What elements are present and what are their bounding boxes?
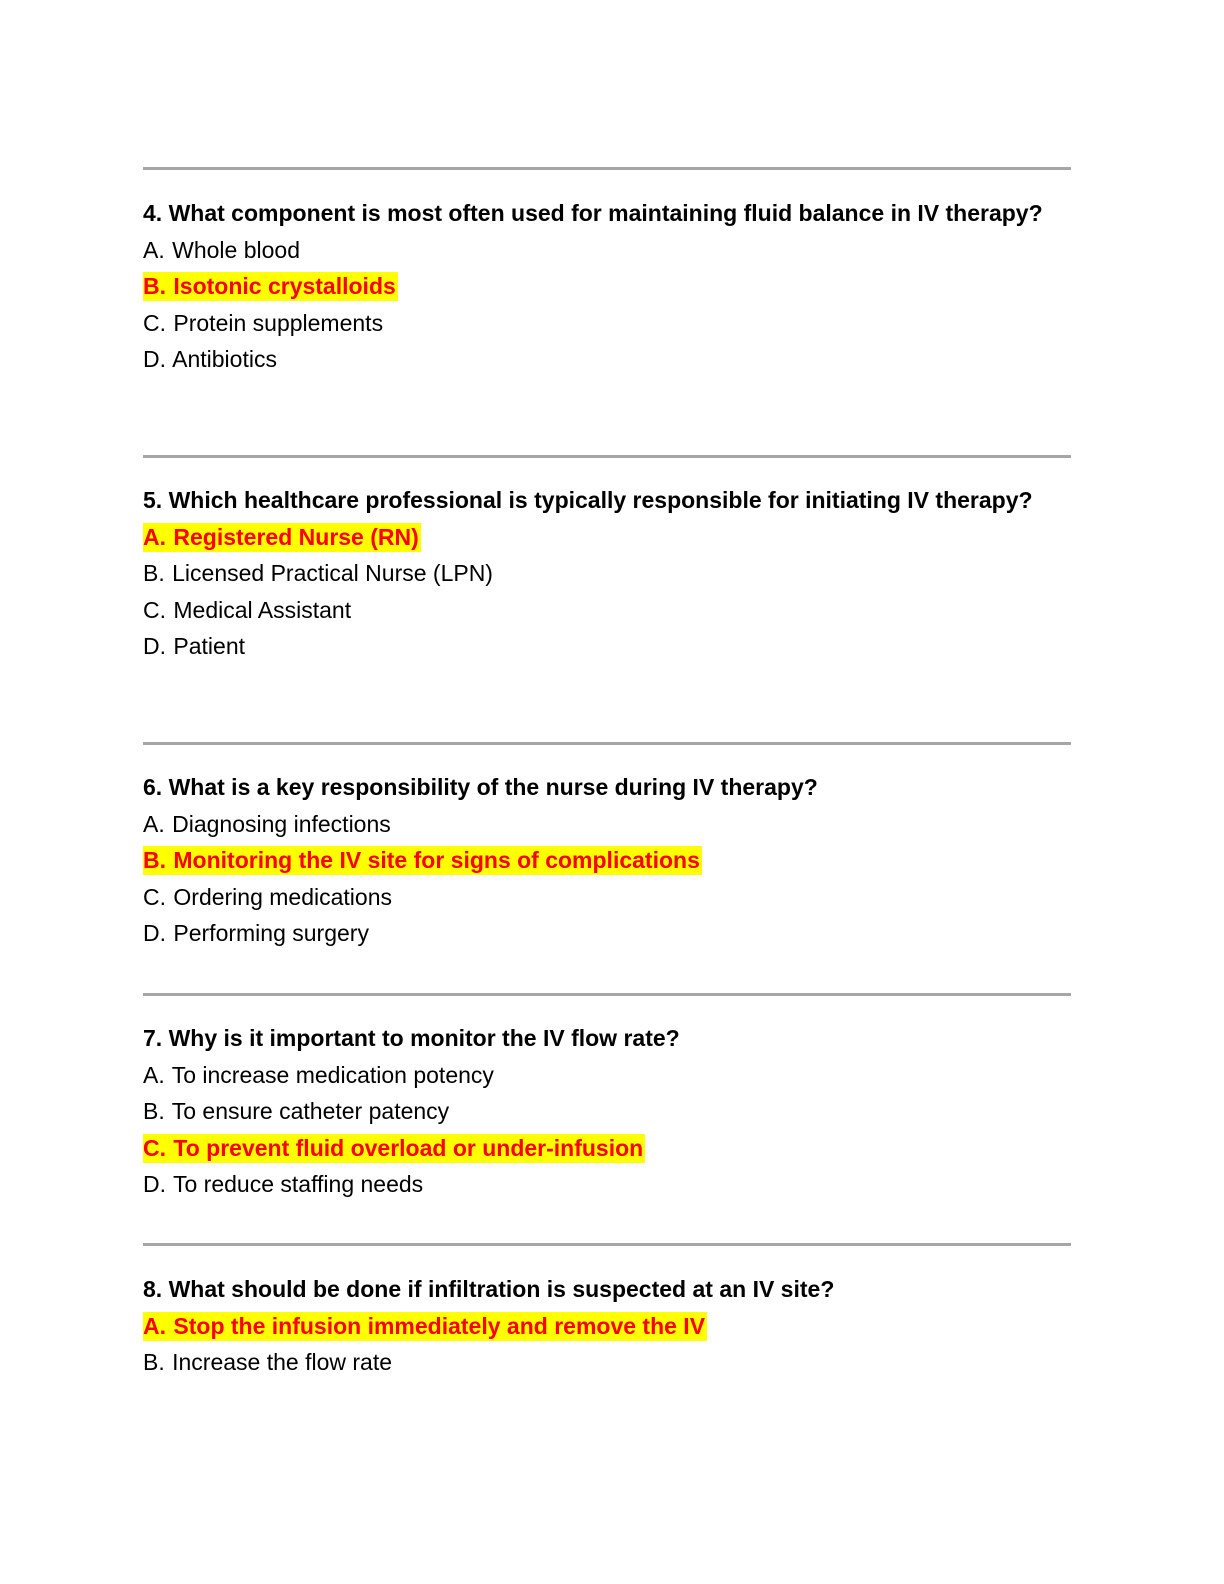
divider xyxy=(143,455,1071,458)
question-text: 7. Why is it important to monitor the IV flow rate? xyxy=(143,1025,680,1051)
option-b-correct-answer: B. Monitoring the IV site for signs of complications xyxy=(143,847,700,873)
option-c: C. Medical Assistant xyxy=(143,596,352,623)
question-6 xyxy=(143,769,1071,952)
option-d: D. Performing surgery xyxy=(143,920,369,946)
option-b: B. To ensure catheter patency xyxy=(143,1098,450,1124)
question-5 xyxy=(143,482,1071,665)
question-text: 6. What is a key responsibility of the nurse during IV therapy? xyxy=(143,774,818,800)
option-c-correct-answer: C. To prevent fluid overload or under-infusion xyxy=(143,1134,644,1161)
divider xyxy=(143,1243,1071,1246)
option-d: D. Patient xyxy=(143,633,245,659)
option-d: D. To reduce staffing needs xyxy=(143,1171,424,1197)
option-a-correct-answer: A. Registered Nurse (RN) xyxy=(143,523,419,550)
question-7 xyxy=(143,1020,1071,1203)
option-b: B. Licensed Practical Nurse (LPN) xyxy=(143,560,493,586)
option-b: B. Increase the flow rate xyxy=(143,1349,393,1375)
divider xyxy=(143,742,1071,745)
question-text: 4. What component is most often used for maintaining fluid balance in IV therapy? xyxy=(143,200,1043,226)
question-text: 8. What should be done if infiltration is suspected at an IV site? xyxy=(143,1276,835,1302)
divider xyxy=(143,167,1071,170)
question-4 xyxy=(143,195,1071,378)
option-a: A. To increase medication potency xyxy=(143,1061,494,1088)
option-a: A. Diagnosing infections xyxy=(143,810,391,837)
option-c: C. Ordering medications xyxy=(143,883,392,910)
option-a: A. Whole blood xyxy=(143,236,300,263)
option-a-correct-answer: A. Stop the infusion immediately and remove the IV xyxy=(143,1312,706,1339)
divider xyxy=(143,993,1071,996)
option-b-correct-answer: B. Isotonic crystalloids xyxy=(143,273,396,299)
option-c: C. Protein supplements xyxy=(143,309,384,336)
question-8 xyxy=(143,1271,1071,1381)
option-d: D. Antibiotics xyxy=(143,346,277,372)
question-text: 5. Which healthcare professional is typically responsible for initiating IV therapy? xyxy=(143,487,1033,513)
